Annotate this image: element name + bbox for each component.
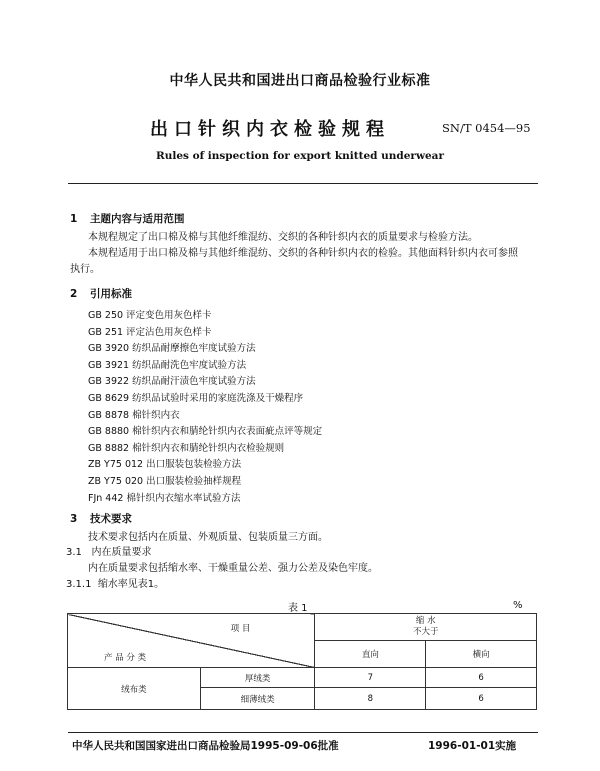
table-unit: % [513,600,523,611]
header-cross: 横向 [426,641,537,668]
subsection-number: 3.1.1 [66,579,92,590]
reference-item: GB 8880 棉针织内衣和腈纶针织内衣表面疵点评等规定 [88,426,323,438]
header-shrinkage-cell [315,614,537,641]
reference-item: GB 251 评定沾色用灰色样卡 [88,326,212,338]
reference-list [88,308,322,507]
section-2-heading [70,286,132,301]
header-straight: 直向 [315,641,426,668]
straight-value-cell: 8 [315,688,426,710]
section-1-heading [70,211,185,226]
effective-date: 1996-01-01实施 [428,740,517,752]
reference-item: GB 3920 纺织品耐摩擦色牢度试验方法 [88,343,256,355]
header-divider [68,183,538,184]
section-3-heading [70,511,132,526]
footer-divider [68,732,538,733]
header-diagonal-cell [68,614,315,668]
shrinkage-table [67,613,537,710]
table-caption: 表 1 [288,603,308,614]
section-1-paragraph-2-cont: 执行。 [70,264,100,275]
reference-item: ZB Y75 020 出口服装检验抽样规程 [88,475,242,487]
reference-item: GB 3921 纺织品耐洗色牢度试验方法 [88,359,247,371]
section-title: 主题内容与适用范围 [90,213,185,225]
header-shrinkage-label: 缩 水 [415,616,436,626]
document-title: 出口针织内衣检验规程 [150,119,390,140]
subsection-text: 缩水率见表1。 [97,579,165,590]
straight-value-cell: 7 [315,668,426,688]
product-name-cell: 细薄绒类 [200,688,315,710]
reference-item: GB 3922 纺织品耐汗渍色牢度试验方法 [88,376,256,388]
reference-item: GB 8629 纺织品试验时采用的家庭洗涤及干燥程序 [88,392,304,404]
header-item-label: 项 目 [230,624,251,634]
reference-item: GB 8882 棉针织内衣和腈纶针织内衣检验规则 [88,442,285,454]
subsection-3-1-heading [66,545,151,561]
section-3-paragraph: 技术要求包括内在质量、外观质量、包装质量三方面。 [88,532,328,543]
approval-statement: 中华人民共和国国家进出口商品检验局1995-09-06批准 [72,740,339,752]
section-number: 2 [70,288,78,300]
subsection-number: 3.1 [66,547,82,558]
section-1-paragraph-1: 本规程规定了出口棉及棉与其他纤维混纺、交织的各种针织内衣的质量要求与检验方法。 [88,232,478,243]
table-row [68,668,537,688]
table-header-row [68,614,537,641]
reference-item: GB 8878 棉针织内衣 [88,409,180,421]
reference-item: GB 250 评定变色用灰色样卡 [88,310,212,321]
cross-value-cell: 6 [426,688,537,710]
header-category-label: 产 品 分 类 [104,653,147,663]
section-number: 3 [70,513,78,525]
header-max-label: 不大于 [412,627,439,637]
subsection-title: 内在质量要求 [91,547,152,558]
reference-item: ZB Y75 012 出口服装包装检验方法 [88,459,242,471]
standard-code: SN/T 0454—95 [442,121,531,135]
group-label-cell: 绒布类 [68,668,201,710]
standard-organization: 中华人民共和国进出口商品检验行业标准 [169,73,431,89]
reference-item: FJn 442 棉针织内衣缩水率试验方法 [88,492,241,504]
cross-value-cell: 6 [426,668,537,688]
subsection-3-1-paragraph: 内在质量要求包括缩水率、干燥重量公差、强力公差及染色牢度。 [88,563,378,574]
product-name-cell: 厚绒类 [200,668,315,688]
section-title: 引用标准 [90,288,132,300]
english-title: Rules of inspection for export knitted underwear [155,150,445,162]
section-1-paragraph-2: 本规程适用于出口棉及棉与其他纤维混纺、交织的各种针织内衣的检验。其他面料针织内衣可参照 [88,248,518,259]
section-number: 1 [70,213,78,225]
subsection-3-1-1 [66,577,164,593]
section-title: 技术要求 [90,513,132,525]
